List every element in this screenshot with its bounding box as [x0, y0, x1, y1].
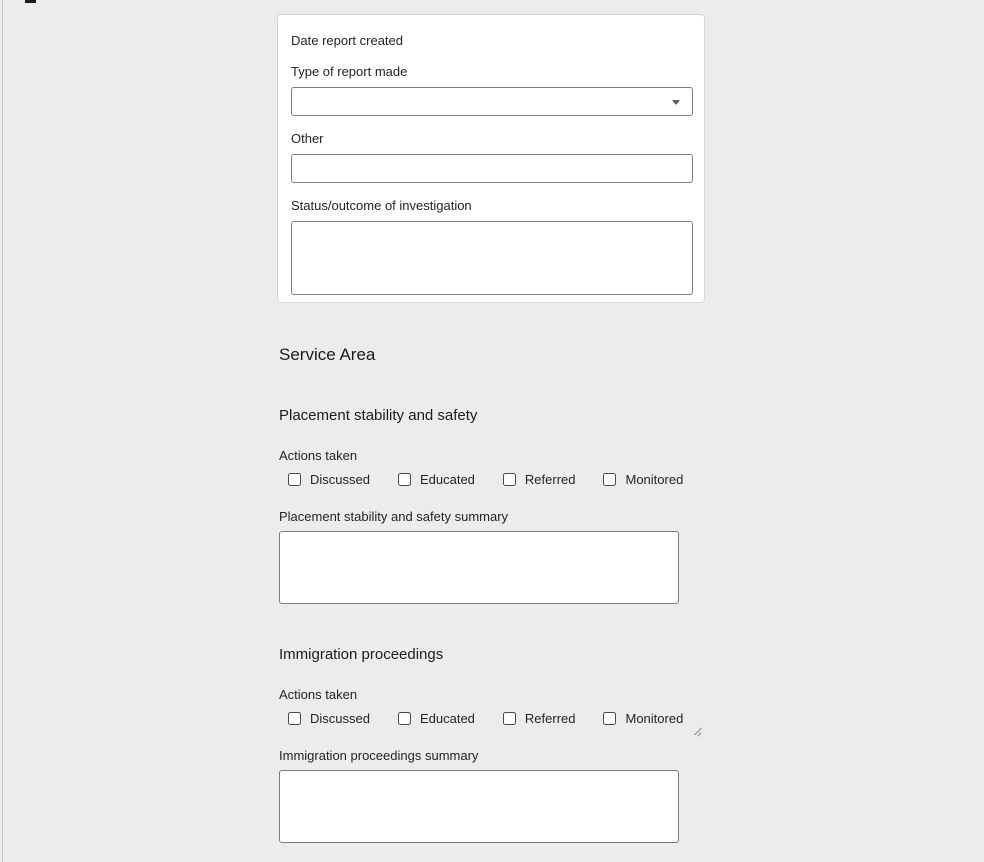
checkbox-referred[interactable]: [503, 711, 576, 726]
placement-stability-heading: Placement stability and safety: [279, 407, 478, 424]
date-report-created-label: Date report created: [291, 33, 404, 48]
checkbox-label: Educated: [419, 472, 475, 487]
checkbox-educated[interactable]: [398, 711, 475, 726]
checkbox-educated[interactable]: [398, 472, 475, 487]
placement-summary-label: Placement stability and safety summary: [279, 509, 509, 524]
panel-left-border: [2, 0, 3, 862]
checkbox-box-icon[interactable]: [288, 473, 301, 486]
type-of-report-select[interactable]: [291, 87, 693, 116]
checkbox-discussed[interactable]: [288, 472, 370, 487]
immigration-proceedings-heading: Immigration proceedings: [279, 646, 444, 663]
checkbox-monitored[interactable]: [603, 711, 683, 726]
status-outcome-label: Status/outcome of investigation: [291, 198, 472, 213]
checkbox-label: Discussed: [310, 472, 370, 487]
immigration-summary-textarea[interactable]: [279, 770, 679, 843]
actions-taken-label: Actions taken: [279, 448, 358, 463]
checkbox-box-icon[interactable]: [503, 712, 516, 725]
immigration-summary-label: Immigration proceedings summary: [279, 748, 479, 763]
checkbox-box-icon[interactable]: [398, 473, 411, 486]
other-input[interactable]: [291, 154, 693, 183]
placement-summary-textarea[interactable]: [279, 531, 679, 604]
checkbox-label: Discussed: [310, 711, 370, 726]
other-label: Other: [291, 131, 324, 146]
checkbox-label: Educated: [419, 711, 475, 726]
checkbox-box-icon[interactable]: [398, 712, 411, 725]
service-area-heading: Service Area: [279, 345, 376, 364]
actions-taken-checkbox-row: [288, 711, 683, 726]
checkbox-label: Monitored: [625, 711, 684, 726]
checkbox-box-icon[interactable]: [503, 473, 516, 486]
actions-taken-checkbox-row: [288, 472, 683, 487]
top-edge-mark: [25, 0, 36, 3]
checkbox-box-icon[interactable]: [603, 473, 616, 486]
resize-grip-icon[interactable]: [692, 726, 703, 737]
actions-taken-label: Actions taken: [279, 687, 358, 702]
checkbox-monitored[interactable]: [603, 472, 683, 487]
type-of-report-label: Type of report made: [291, 64, 408, 79]
status-outcome-textarea[interactable]: [291, 221, 693, 295]
checkbox-box-icon[interactable]: [603, 712, 616, 725]
checkbox-discussed[interactable]: [288, 711, 370, 726]
checkbox-box-icon[interactable]: [288, 712, 301, 725]
checkbox-label: Referred: [524, 472, 576, 487]
checkbox-referred[interactable]: [503, 472, 576, 487]
checkbox-label: Monitored: [625, 472, 684, 487]
chevron-down-icon: [672, 100, 680, 105]
report-details-card: [277, 14, 705, 303]
checkbox-label: Referred: [524, 711, 576, 726]
